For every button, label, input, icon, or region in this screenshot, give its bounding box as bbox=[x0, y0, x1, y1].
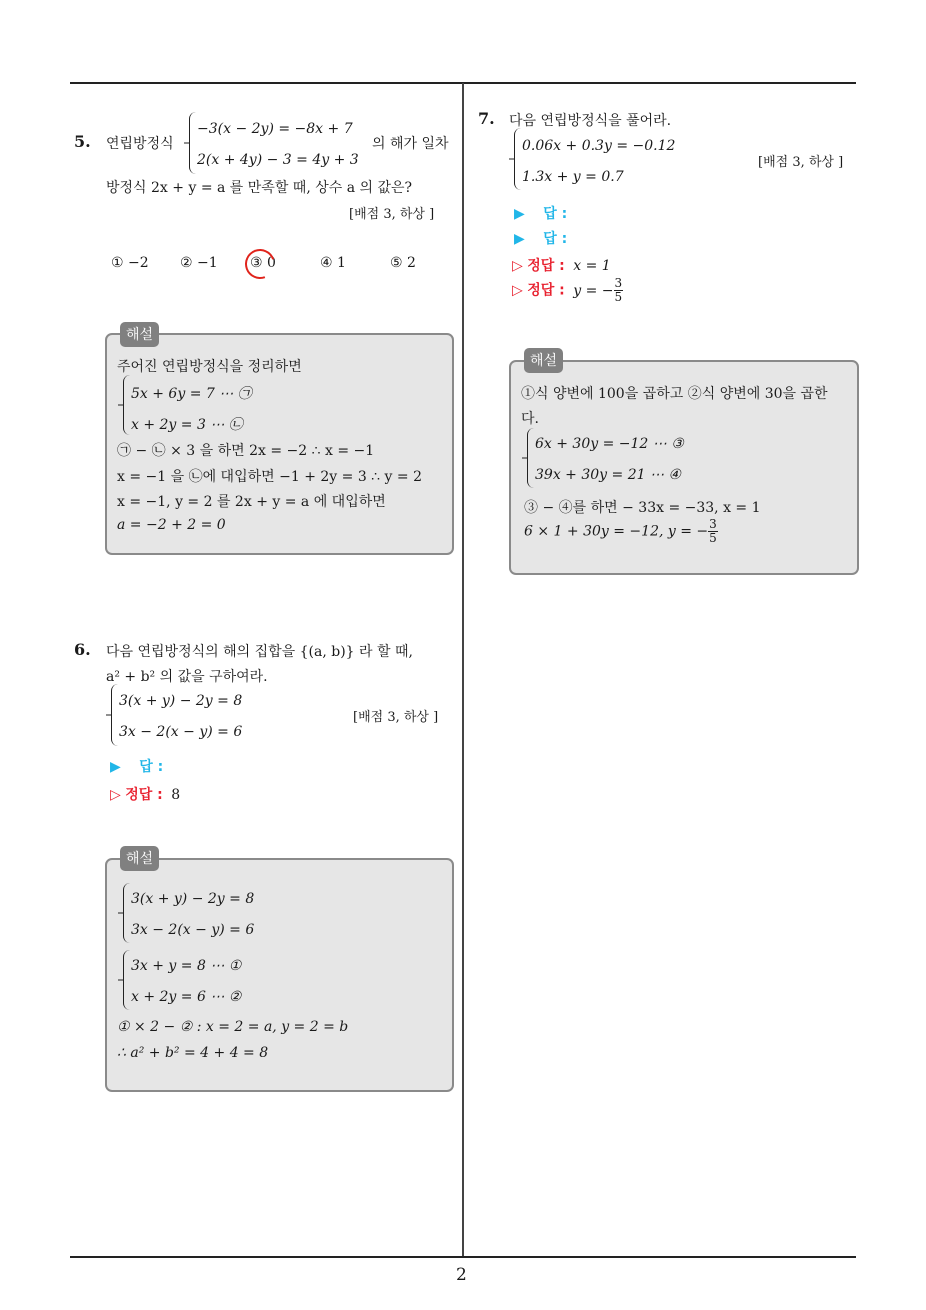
correct-arrow-icon: ▷ bbox=[512, 258, 523, 274]
equation-2: 1.3x + y = 0.7 bbox=[522, 169, 624, 185]
answer-arrow-icon: ▶ bbox=[514, 231, 525, 247]
solution-equation: x + 2y = 6 ⋯ ② bbox=[131, 989, 242, 1005]
solution-line: 주어진 연립방정식을 정리하면 bbox=[117, 359, 302, 375]
score-meta: [배점 3, 하상 ] bbox=[758, 155, 844, 170]
system-brace bbox=[123, 375, 130, 435]
system-brace bbox=[189, 112, 196, 174]
answer-label: 답 : bbox=[543, 231, 568, 247]
system-brace bbox=[527, 428, 534, 488]
solution-equation: 3x + y = 8 ⋯ ① bbox=[131, 958, 242, 974]
answer-arrow-icon: ▶ bbox=[514, 206, 525, 222]
solution-line: x = −1 을 ㉡에 대입하면 −1 + 2y = 3 ∴ y = 2 bbox=[117, 469, 422, 485]
equation-2: 2(x + 4y) − 3 = 4y + 3 bbox=[197, 152, 359, 168]
question-text-line2: a² + b² 의 값을 구하여라. bbox=[106, 669, 268, 685]
solution-tag: 해설 bbox=[120, 846, 159, 871]
correct-value: y = − bbox=[573, 282, 614, 299]
solution-tag: 해설 bbox=[120, 322, 159, 347]
solution-equation: 6x + 30y = −12 ⋯ ③ bbox=[535, 436, 684, 452]
solution-tag: 해설 bbox=[524, 348, 563, 373]
answer-row[interactable] bbox=[110, 756, 163, 776]
answer-row-2[interactable] bbox=[514, 228, 567, 248]
fraction-numerator: 3 bbox=[709, 517, 717, 531]
choice-3[interactable]: ③ 0 bbox=[250, 255, 276, 271]
system-brace bbox=[514, 128, 521, 190]
correct-label: 정답 : bbox=[125, 787, 163, 803]
question-number: 5. bbox=[74, 132, 91, 151]
solution-line: ① × 2 − ② : x = 2 = a, y = 2 = b bbox=[117, 1019, 349, 1035]
choice-2[interactable]: ② −1 bbox=[180, 255, 218, 271]
score-meta: [배점 3, 하상 ] bbox=[349, 207, 435, 222]
system-brace bbox=[123, 950, 130, 1010]
correct-value: 8 bbox=[171, 787, 181, 803]
solution-line: ③ − ④를 하면 − 33x = −33, x = 1 bbox=[524, 500, 761, 516]
question-intro: 연립방정식 bbox=[106, 136, 174, 152]
correct-label: 정답 : bbox=[527, 258, 565, 274]
score-meta: [배점 3, 하상 ] bbox=[353, 710, 439, 725]
solution-equation: 5x + 6y = 7 ⋯ ㉠ bbox=[131, 386, 252, 402]
solution-line: a = −2 + 2 = 0 bbox=[117, 517, 226, 533]
column-divider bbox=[462, 83, 464, 1257]
fraction bbox=[614, 277, 624, 304]
question-text-line2: 방정식 2x + y = a 를 만족할 때, 상수 a 의 값은? bbox=[106, 180, 413, 196]
solution-line bbox=[524, 518, 718, 545]
selected-answer-circle-icon bbox=[240, 244, 280, 284]
solution-equation: 39x + 30y = 21 ⋯ ④ bbox=[535, 467, 681, 483]
equation-1: 0.06x + 0.3y = −0.12 bbox=[522, 138, 676, 154]
solution-line: ∴ a² + b² = 4 + 4 = 8 bbox=[117, 1045, 269, 1061]
correct-answer-row-2 bbox=[512, 277, 623, 304]
choice-5[interactable]: ⑤ 2 bbox=[390, 255, 416, 271]
answer-label: 답 : bbox=[543, 206, 568, 222]
equation-1: −3(x − 2y) = −8x + 7 bbox=[197, 121, 353, 137]
solution-equation: x + 2y = 3 ⋯ ㉡ bbox=[131, 417, 243, 433]
question-text: 다음 연립방정식의 해의 집합을 {(a, b)} 라 할 때, bbox=[106, 644, 413, 660]
answer-arrow-icon: ▶ bbox=[110, 759, 121, 775]
equation-1: 3(x + y) − 2y = 8 bbox=[119, 693, 243, 709]
question-number: 6. bbox=[74, 640, 91, 659]
solution-line: x = −1, y = 2 를 2x + y = a 에 대입하면 bbox=[117, 494, 386, 510]
question-number: 7. bbox=[478, 109, 495, 128]
choice-4[interactable]: ④ 1 bbox=[320, 255, 346, 271]
fraction-denominator: 5 bbox=[614, 290, 623, 304]
question-text: 다음 연립방정식을 풀어라. bbox=[509, 113, 672, 129]
answer-label: 답 : bbox=[139, 759, 164, 775]
correct-value: x = 1 bbox=[573, 258, 611, 274]
correct-label: 정답 : bbox=[527, 282, 565, 299]
solution-line: ①식 양변에 100을 곱하고 ②식 양변에 30을 곱한 bbox=[521, 386, 828, 402]
solution-equation: 3x − 2(x − y) = 6 bbox=[131, 922, 255, 938]
fraction-numerator: 3 bbox=[614, 276, 623, 290]
correct-arrow-icon: ▷ bbox=[512, 282, 523, 299]
system-brace bbox=[123, 883, 130, 943]
bottom-rule bbox=[70, 1256, 856, 1258]
solution-equation: 3(x + y) − 2y = 8 bbox=[131, 891, 255, 907]
solution-line: ㉠ − ㉡ × 3 을 하면 2x = −2 ∴ x = −1 bbox=[117, 443, 375, 459]
system-brace bbox=[111, 684, 118, 746]
choice-1[interactable]: ① −2 bbox=[111, 255, 149, 271]
question-text-continued: 의 해가 일차 bbox=[372, 136, 449, 152]
fraction bbox=[708, 518, 718, 545]
solution-text: 6 × 1 + 30y = −12, y = − bbox=[524, 523, 709, 540]
correct-arrow-icon: ▷ bbox=[110, 787, 121, 803]
page-number: 2 bbox=[456, 1265, 467, 1285]
correct-answer-row bbox=[110, 784, 180, 804]
fraction-denominator: 5 bbox=[709, 531, 717, 545]
solution-line: 다. bbox=[521, 411, 539, 427]
equation-2: 3x − 2(x − y) = 6 bbox=[119, 724, 243, 740]
answer-row-1[interactable] bbox=[514, 203, 567, 223]
correct-answer-row-1 bbox=[512, 255, 611, 275]
